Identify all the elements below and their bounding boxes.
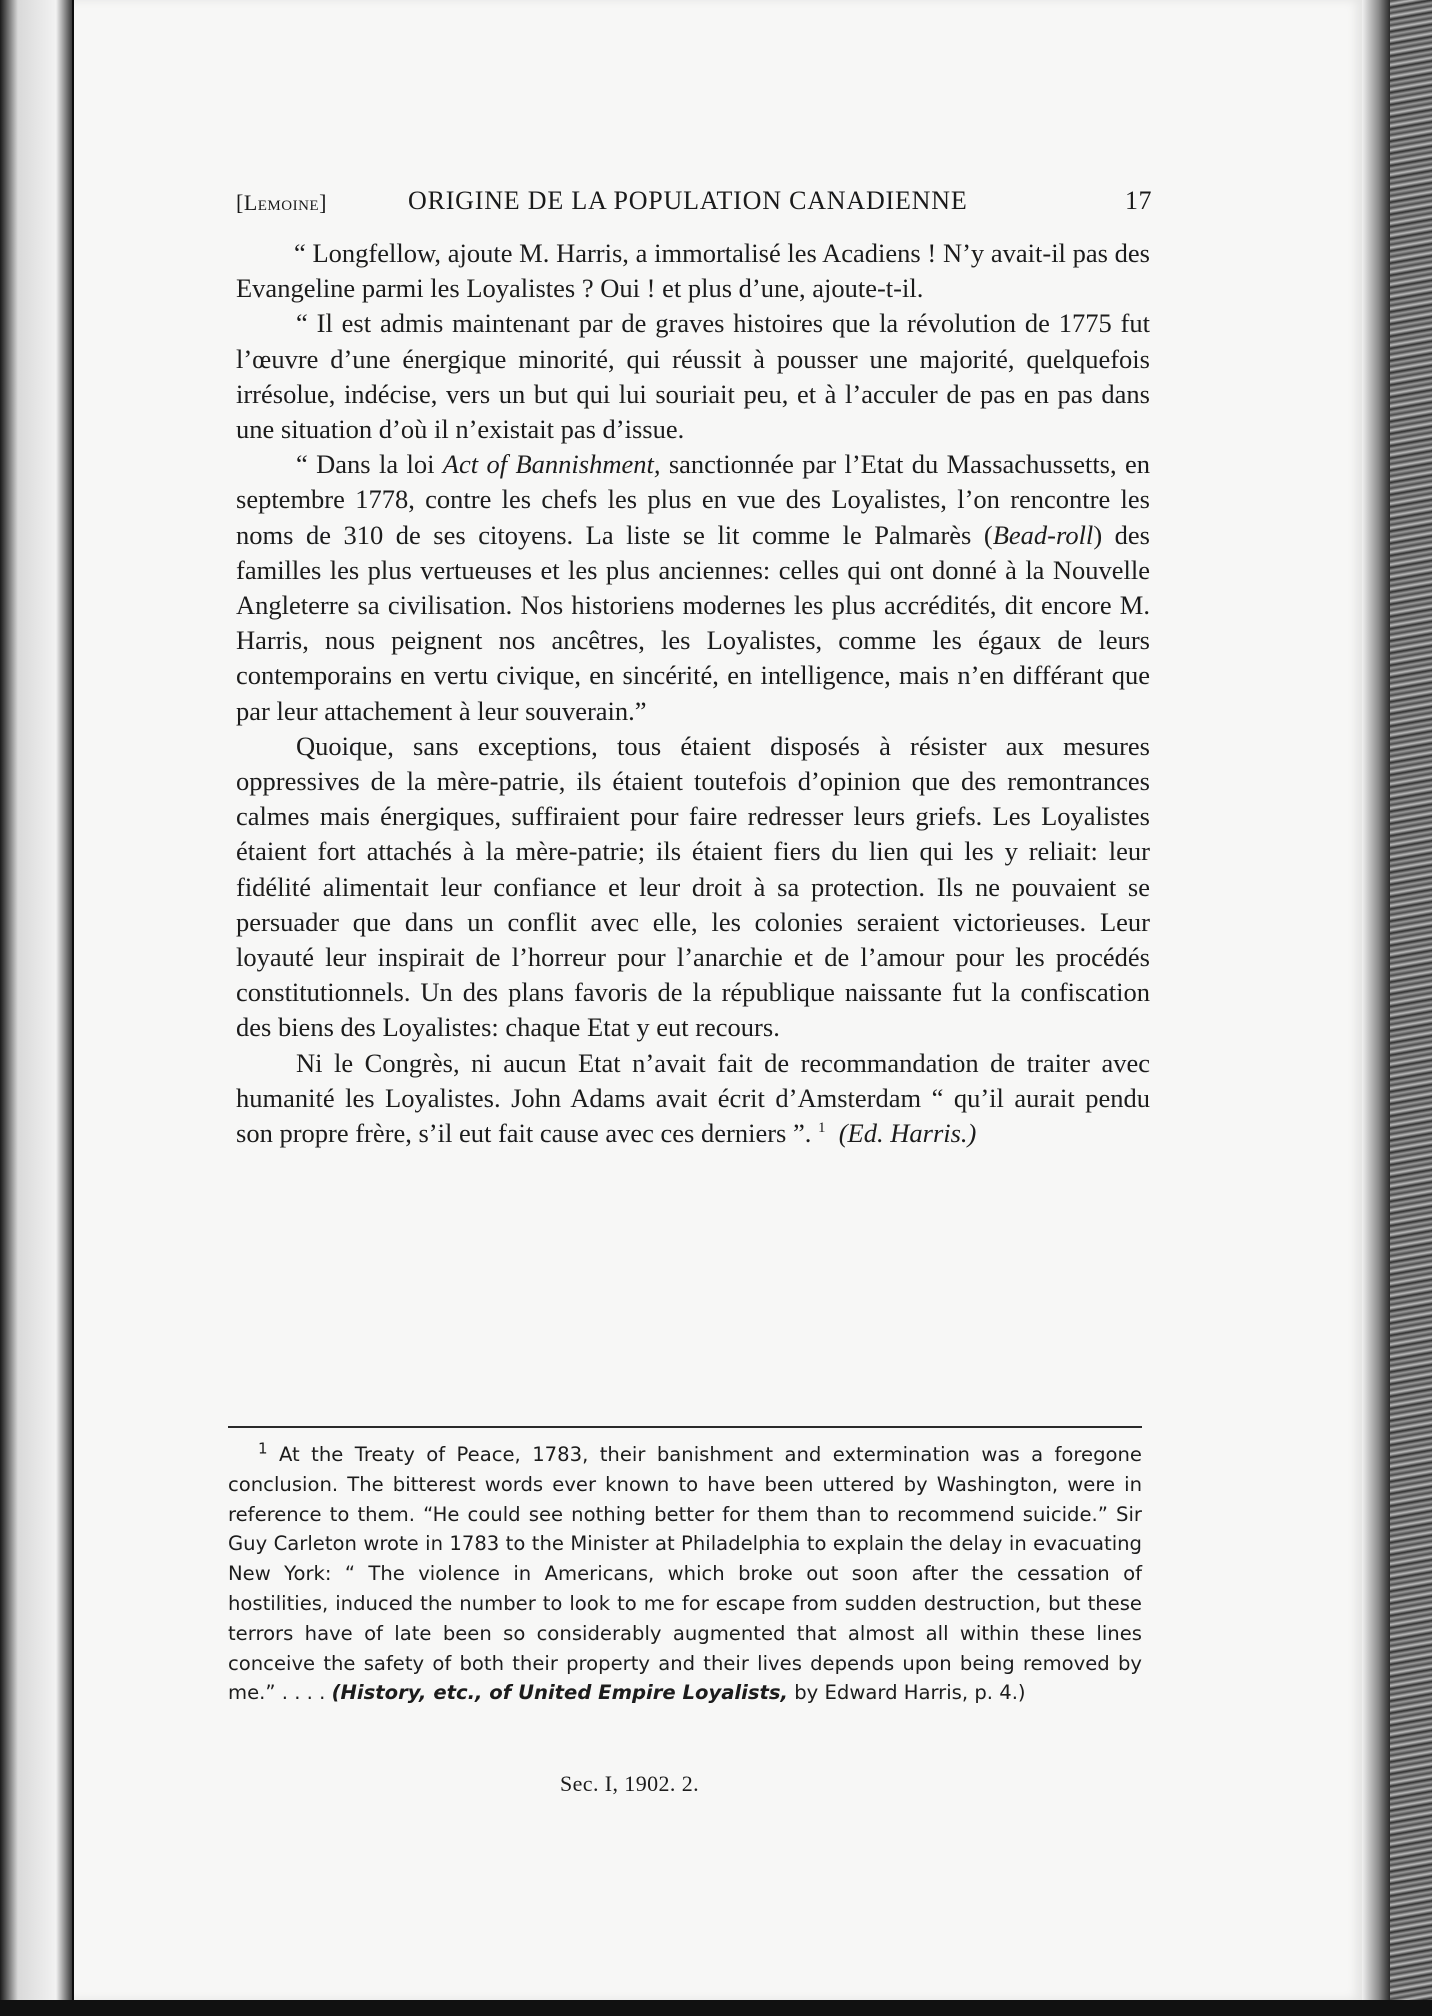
footnote-source-rest: by Edward Harris, p. 4.) [788,1681,1026,1705]
header-author: [Lemoine] [236,190,327,215]
left-page-edge [0,0,72,2016]
header-title: ORIGINE DE LA POPULATION CANADIENNE [408,186,968,215]
footnote [228,1440,1142,1708]
bead-roll: Bead-roll [992,519,1094,550]
page-number: 17 [1125,186,1152,215]
paragraph-3-part-b: sanctionnée par l’Etat du Massachussetts, en septembre 1778, contre les chefs les plus en vue des Loyalistes, l’on rencontre les noms de 310 de ses citoyens. La liste se lit comme le Palmarès ( [236,449,1150,550]
footnote-marker: 1 [258,1439,268,1458]
paragraph-1: “ Longfellow, ajoute M. Harris, a immortalisé les Acadiens ! N’y avait-il pas des Evangeline parmi les Loyalistes ? Oui ! et plus d’une, ajoute-t-il. [236,238,1150,304]
footnote-text: At the Treaty of Peace, 1783, their banishment and extermination was a foregone conclusion. The bitterest words ever known to have been uttered by Washington, were in reference to them. “He could see nothing better for them than to recommend suicide.” Sir Guy Carleton wrote in 1783 to the Minister at Philadelphia to explain the delay in evacuating New York: “ The violence in Americans, which broke out soon after the cessation of hostilities, induced the number to look to me for escape from sudden destruction, but these terrors have of late been so considerably augmented that almost all within these lines conceive the safety of both their property and their lives depends upon being removed by me.” . . . . [228,1443,1142,1705]
paragraph-5-text: Ni le Congrès, ni aucun Etat n’avait fait de recommandation de traiter avec humanité les Loyalistes. John Adams avait écrit d’Amsterdam “ qu’il aurait pendu son propre frère, s’il eut fait cause avec ces derniers ”. [236,1047,1150,1149]
act-title: Act of Bannishment, [442,449,661,480]
paragraph-5 [236,1046,1150,1152]
footnote-ref: 1 [817,1120,826,1137]
main-text [236,236,1150,1151]
signature-mark: Sec. I, 1902. 2. [560,1771,699,1796]
running-header [236,186,1152,226]
paragraph-4: Quoique, sans exceptions, tous étaient disposés à résister aux mesures oppressives de la mère-patrie, ils étaient toutefois d’opinion que des remontrances calmes mais énergiques, suffiraient pour faire redresser leurs griefs. Les Loyalistes étaient fort attachés à la mère-patrie; ils étaient fiers du lien qui les y reliait: leur fidélité alimentait leur confiance et leur droit à sa protection. Ils ne pouvaient se persuader que dans un conflit avec elle, les colonies seraient victorieuses. Leur loyauté leur inspirait de l’horreur pour l’anarchie et de l’amour pour les procédés constitutionnels. Un des plans favoris de la république naissante fut la confiscation des biens des Loyalistes: chaque Etat y eut recours. [236,730,1150,1043]
footnote-rule [228,1426,1142,1428]
paragraph-2: “ Il est admis maintenant par de graves histoires que la révolution de 1775 fut l’œuvre d’une énergique minorité, qui réussit à pousser une majorité, quelquefois irrésolue, indécise, vers un but qui lui souriait peu, et à l’acculer de pas en pas dans une situation d’où il n’existait pas d’issue. [236,308,1150,445]
citation: (Ed. Harris.) [838,1118,977,1149]
footnote-source-title: (History, etc., of United Empire Loyalists, [331,1681,789,1705]
paragraph-3-part-c: ) des familles les plus vertueuses et les plus anciennes: celles qui ont donné à la Nouvelle Angleterre sa civilisation. Nos historiens modernes les plus accrédités, dit encore M. Harris, nous peignent nos ancêtres, les Loyalistes, comme les égaux de leurs contemporains en vertu civique, en sincérité, en intelligence, mais n’en différant que par leur attachement à leur souverain.” [236,519,1150,726]
bottom-edge [0,2000,1432,2016]
book-spine-edge [1362,0,1432,2016]
paragraph-3 [236,447,1150,729]
paragraph-3-part-a: “ Dans la loi [296,449,443,480]
